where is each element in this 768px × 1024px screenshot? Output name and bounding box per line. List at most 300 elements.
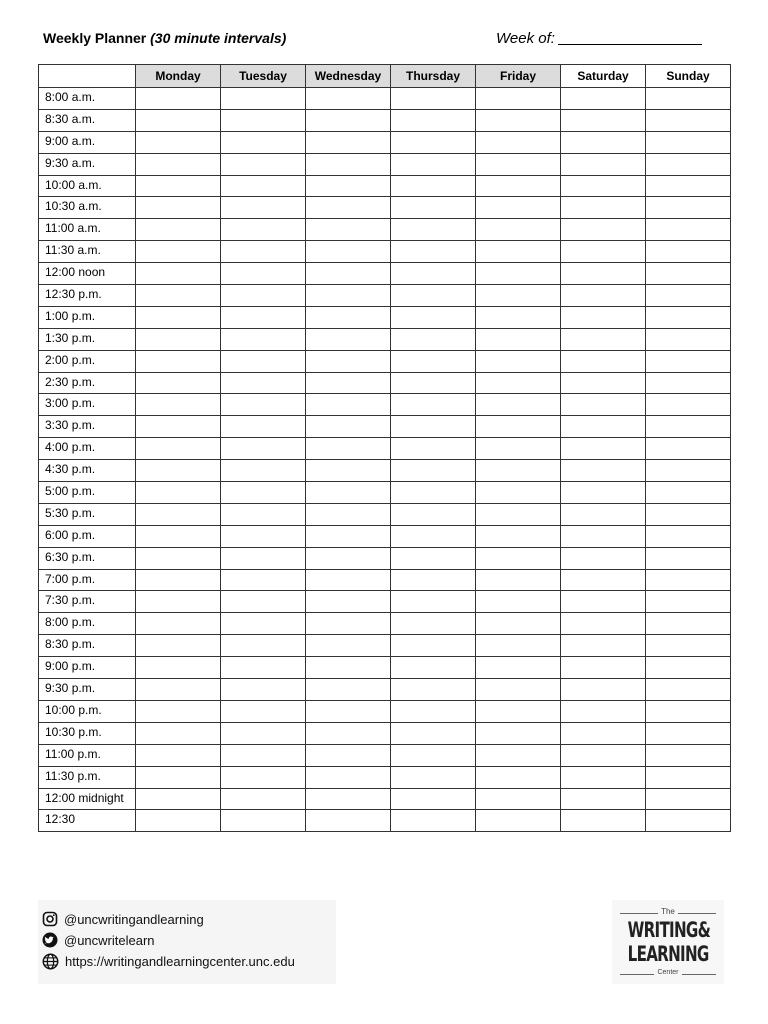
schedule-cell-sunday[interactable]	[646, 722, 731, 744]
schedule-cell-sunday[interactable]	[646, 416, 731, 438]
schedule-cell-monday[interactable]	[136, 306, 221, 328]
schedule-cell-sunday[interactable]	[646, 503, 731, 525]
schedule-cell-thursday[interactable]	[391, 700, 476, 722]
schedule-cell-saturday[interactable]	[561, 810, 646, 832]
schedule-cell-tuesday[interactable]	[221, 635, 306, 657]
schedule-cell-friday[interactable]	[476, 175, 561, 197]
website-url: https://writingandlearningcenter.unc.edu	[65, 954, 295, 969]
schedule-cell-tuesday[interactable]	[221, 482, 306, 504]
schedule-cell-monday[interactable]	[136, 460, 221, 482]
schedule-cell-saturday[interactable]	[561, 219, 646, 241]
time-label: 10:30 p.m.	[39, 722, 136, 744]
schedule-cell-sunday[interactable]	[646, 482, 731, 504]
schedule-cell-friday[interactable]	[476, 394, 561, 416]
schedule-cell-monday[interactable]	[136, 591, 221, 613]
schedule-cell-wednesday[interactable]	[306, 416, 391, 438]
schedule-cell-tuesday[interactable]	[221, 591, 306, 613]
schedule-cell-wednesday[interactable]	[306, 679, 391, 701]
schedule-cell-friday[interactable]	[476, 153, 561, 175]
schedule-cell-wednesday[interactable]	[306, 635, 391, 657]
schedule-cell-wednesday[interactable]	[306, 131, 391, 153]
schedule-cell-saturday[interactable]	[561, 241, 646, 263]
schedule-cell-tuesday[interactable]	[221, 306, 306, 328]
instagram-handle: @uncwritingandlearning	[64, 911, 204, 927]
schedule-cell-friday[interactable]	[476, 328, 561, 350]
schedule-cell-saturday[interactable]	[561, 700, 646, 722]
schedule-cell-thursday[interactable]	[391, 372, 476, 394]
schedule-cell-sunday[interactable]	[646, 744, 731, 766]
schedule-cell-thursday[interactable]	[391, 438, 476, 460]
schedule-cell-wednesday[interactable]	[306, 350, 391, 372]
time-label: 2:30 p.m.	[39, 372, 136, 394]
schedule-cell-sunday[interactable]	[646, 591, 731, 613]
schedule-cell-tuesday[interactable]	[221, 153, 306, 175]
time-label: 10:00 a.m.	[39, 175, 136, 197]
schedule-cell-thursday[interactable]	[391, 460, 476, 482]
schedule-cell-monday[interactable]	[136, 766, 221, 788]
writing-learning-center-logo	[612, 900, 724, 984]
schedule-cell-monday[interactable]	[136, 810, 221, 832]
schedule-cell-friday[interactable]	[476, 503, 561, 525]
logo-learning-text: LEARNING	[627, 942, 709, 966]
schedule-cell-tuesday[interactable]	[221, 438, 306, 460]
schedule-cell-friday[interactable]	[476, 306, 561, 328]
schedule-cell-thursday[interactable]	[391, 328, 476, 350]
schedule-cell-monday[interactable]	[136, 438, 221, 460]
schedule-cell-friday[interactable]	[476, 460, 561, 482]
schedule-cell-friday[interactable]	[476, 482, 561, 504]
planner-table	[38, 64, 731, 832]
schedule-cell-saturday[interactable]	[561, 88, 646, 110]
schedule-cell-wednesday[interactable]	[306, 88, 391, 110]
schedule-cell-saturday[interactable]	[561, 175, 646, 197]
time-label: 8:30 p.m.	[39, 635, 136, 657]
schedule-cell-friday[interactable]	[476, 372, 561, 394]
schedule-cell-monday[interactable]	[136, 197, 221, 219]
schedule-cell-tuesday[interactable]	[221, 175, 306, 197]
schedule-cell-thursday[interactable]	[391, 350, 476, 372]
schedule-cell-thursday[interactable]	[391, 394, 476, 416]
table-row	[39, 153, 731, 175]
schedule-cell-saturday[interactable]	[561, 635, 646, 657]
time-label: 7:00 p.m.	[39, 569, 136, 591]
instagram-icon	[42, 911, 58, 927]
table-row	[39, 635, 731, 657]
schedule-cell-friday[interactable]	[476, 525, 561, 547]
table-row	[39, 700, 731, 722]
schedule-cell-wednesday[interactable]	[306, 788, 391, 810]
schedule-cell-wednesday[interactable]	[306, 657, 391, 679]
schedule-cell-wednesday[interactable]	[306, 263, 391, 285]
schedule-cell-wednesday[interactable]	[306, 438, 391, 460]
schedule-cell-saturday[interactable]	[561, 153, 646, 175]
schedule-cell-tuesday[interactable]	[221, 766, 306, 788]
schedule-cell-sunday[interactable]	[646, 306, 731, 328]
schedule-cell-sunday[interactable]	[646, 394, 731, 416]
schedule-cell-tuesday[interactable]	[221, 503, 306, 525]
schedule-cell-thursday[interactable]	[391, 306, 476, 328]
schedule-cell-thursday[interactable]	[391, 109, 476, 131]
schedule-cell-thursday[interactable]	[391, 503, 476, 525]
schedule-cell-wednesday[interactable]	[306, 306, 391, 328]
schedule-cell-sunday[interactable]	[646, 241, 731, 263]
schedule-cell-sunday[interactable]	[646, 679, 731, 701]
table-row	[39, 197, 731, 219]
time-label: 9:00 a.m.	[39, 131, 136, 153]
schedule-cell-tuesday[interactable]	[221, 372, 306, 394]
table-row	[39, 372, 731, 394]
schedule-cell-tuesday[interactable]	[221, 547, 306, 569]
schedule-cell-wednesday[interactable]	[306, 722, 391, 744]
table-row	[39, 241, 731, 263]
schedule-cell-sunday[interactable]	[646, 350, 731, 372]
time-label: 6:00 p.m.	[39, 525, 136, 547]
schedule-cell-monday[interactable]	[136, 569, 221, 591]
table-row	[39, 810, 731, 832]
schedule-cell-monday[interactable]	[136, 613, 221, 635]
schedule-cell-saturday[interactable]	[561, 328, 646, 350]
schedule-cell-tuesday[interactable]	[221, 744, 306, 766]
schedule-cell-tuesday[interactable]	[221, 88, 306, 110]
time-label: 1:00 p.m.	[39, 306, 136, 328]
schedule-cell-tuesday[interactable]	[221, 657, 306, 679]
schedule-cell-friday[interactable]	[476, 722, 561, 744]
schedule-cell-monday[interactable]	[136, 328, 221, 350]
schedule-cell-sunday[interactable]	[646, 131, 731, 153]
schedule-cell-tuesday[interactable]	[221, 569, 306, 591]
schedule-cell-monday[interactable]	[136, 263, 221, 285]
schedule-cell-monday[interactable]	[136, 788, 221, 810]
schedule-cell-wednesday[interactable]	[306, 591, 391, 613]
schedule-cell-wednesday[interactable]	[306, 525, 391, 547]
time-label: 1:30 p.m.	[39, 328, 136, 350]
schedule-cell-monday[interactable]	[136, 525, 221, 547]
schedule-cell-sunday[interactable]	[646, 372, 731, 394]
page-title-subtitle: (30 minute intervals)	[150, 30, 287, 46]
page-title	[43, 30, 286, 46]
schedule-cell-tuesday[interactable]	[221, 525, 306, 547]
schedule-cell-saturday[interactable]	[561, 569, 646, 591]
schedule-cell-monday[interactable]	[136, 109, 221, 131]
schedule-cell-saturday[interactable]	[561, 350, 646, 372]
schedule-cell-saturday[interactable]	[561, 613, 646, 635]
table-row	[39, 679, 731, 701]
week-of-label: Week of:	[496, 30, 555, 47]
schedule-cell-sunday[interactable]	[646, 810, 731, 832]
schedule-cell-saturday[interactable]	[561, 788, 646, 810]
schedule-cell-thursday[interactable]	[391, 131, 476, 153]
schedule-cell-sunday[interactable]	[646, 197, 731, 219]
schedule-cell-sunday[interactable]	[646, 635, 731, 657]
schedule-cell-friday[interactable]	[476, 788, 561, 810]
schedule-cell-tuesday[interactable]	[221, 328, 306, 350]
time-label: 9:00 p.m.	[39, 657, 136, 679]
schedule-cell-tuesday[interactable]	[221, 285, 306, 307]
schedule-cell-wednesday[interactable]	[306, 328, 391, 350]
schedule-cell-tuesday[interactable]	[221, 416, 306, 438]
time-label: 8:30 a.m.	[39, 109, 136, 131]
table-row	[39, 350, 731, 372]
schedule-cell-thursday[interactable]	[391, 591, 476, 613]
schedule-cell-saturday[interactable]	[561, 372, 646, 394]
logo-writing-text: WRITING&	[627, 918, 711, 942]
time-label: 5:00 p.m.	[39, 482, 136, 504]
schedule-cell-friday[interactable]	[476, 109, 561, 131]
schedule-cell-friday[interactable]	[476, 131, 561, 153]
schedule-cell-tuesday[interactable]	[221, 350, 306, 372]
schedule-cell-saturday[interactable]	[561, 766, 646, 788]
schedule-cell-friday[interactable]	[476, 416, 561, 438]
schedule-cell-wednesday[interactable]	[306, 460, 391, 482]
schedule-cell-thursday[interactable]	[391, 175, 476, 197]
schedule-cell-tuesday[interactable]	[221, 722, 306, 744]
schedule-cell-wednesday[interactable]	[306, 700, 391, 722]
schedule-cell-tuesday[interactable]	[221, 219, 306, 241]
schedule-cell-sunday[interactable]	[646, 153, 731, 175]
schedule-cell-friday[interactable]	[476, 88, 561, 110]
schedule-cell-thursday[interactable]	[391, 810, 476, 832]
table-row	[39, 547, 731, 569]
schedule-cell-monday[interactable]	[136, 153, 221, 175]
schedule-cell-sunday[interactable]	[646, 700, 731, 722]
schedule-cell-monday[interactable]	[136, 219, 221, 241]
schedule-cell-sunday[interactable]	[646, 547, 731, 569]
time-label: 11:00 a.m.	[39, 219, 136, 241]
schedule-cell-thursday[interactable]	[391, 263, 476, 285]
schedule-cell-friday[interactable]	[476, 219, 561, 241]
schedule-cell-thursday[interactable]	[391, 744, 476, 766]
table-row	[39, 766, 731, 788]
schedule-cell-saturday[interactable]	[561, 591, 646, 613]
schedule-cell-friday[interactable]	[476, 679, 561, 701]
schedule-cell-tuesday[interactable]	[221, 197, 306, 219]
schedule-cell-monday[interactable]	[136, 744, 221, 766]
schedule-cell-monday[interactable]	[136, 722, 221, 744]
logo-rule-right	[678, 913, 716, 914]
schedule-cell-friday[interactable]	[476, 657, 561, 679]
schedule-cell-friday[interactable]	[476, 635, 561, 657]
instagram-row[interactable]	[42, 911, 204, 927]
time-label: 6:30 p.m.	[39, 547, 136, 569]
week-of-field	[496, 30, 702, 47]
schedule-cell-tuesday[interactable]	[221, 241, 306, 263]
schedule-cell-sunday[interactable]	[646, 438, 731, 460]
schedule-cell-thursday[interactable]	[391, 416, 476, 438]
schedule-cell-thursday[interactable]	[391, 635, 476, 657]
time-label: 10:00 p.m.	[39, 700, 136, 722]
twitter-icon	[42, 932, 58, 948]
schedule-cell-monday[interactable]	[136, 88, 221, 110]
schedule-cell-friday[interactable]	[476, 285, 561, 307]
schedule-cell-monday[interactable]	[136, 131, 221, 153]
schedule-cell-friday[interactable]	[476, 569, 561, 591]
schedule-cell-sunday[interactable]	[646, 657, 731, 679]
schedule-cell-friday[interactable]	[476, 591, 561, 613]
schedule-cell-thursday[interactable]	[391, 153, 476, 175]
schedule-cell-tuesday[interactable]	[221, 109, 306, 131]
schedule-cell-sunday[interactable]	[646, 525, 731, 547]
schedule-cell-saturday[interactable]	[561, 744, 646, 766]
schedule-cell-thursday[interactable]	[391, 657, 476, 679]
schedule-cell-thursday[interactable]	[391, 197, 476, 219]
schedule-cell-sunday[interactable]	[646, 788, 731, 810]
schedule-cell-thursday[interactable]	[391, 722, 476, 744]
schedule-cell-friday[interactable]	[476, 263, 561, 285]
schedule-cell-saturday[interactable]	[561, 547, 646, 569]
week-of-blank-line[interactable]	[558, 30, 702, 45]
time-label: 8:00 p.m.	[39, 613, 136, 635]
table-row	[39, 328, 731, 350]
day-header-thursday: Thursday	[391, 65, 476, 88]
schedule-cell-saturday[interactable]	[561, 657, 646, 679]
schedule-cell-saturday[interactable]	[561, 131, 646, 153]
schedule-cell-friday[interactable]	[476, 810, 561, 832]
schedule-cell-saturday[interactable]	[561, 722, 646, 744]
schedule-cell-wednesday[interactable]	[306, 153, 391, 175]
schedule-cell-wednesday[interactable]	[306, 482, 391, 504]
schedule-cell-saturday[interactable]	[561, 438, 646, 460]
schedule-cell-thursday[interactable]	[391, 679, 476, 701]
schedule-cell-saturday[interactable]	[561, 394, 646, 416]
schedule-cell-wednesday[interactable]	[306, 613, 391, 635]
schedule-cell-tuesday[interactable]	[221, 394, 306, 416]
schedule-cell-tuesday[interactable]	[221, 810, 306, 832]
time-label: 3:00 p.m.	[39, 394, 136, 416]
table-row	[39, 591, 731, 613]
schedule-cell-thursday[interactable]	[391, 88, 476, 110]
schedule-cell-wednesday[interactable]	[306, 810, 391, 832]
table-row	[39, 131, 731, 153]
schedule-cell-monday[interactable]	[136, 482, 221, 504]
schedule-cell-thursday[interactable]	[391, 482, 476, 504]
schedule-cell-sunday[interactable]	[646, 285, 731, 307]
schedule-cell-sunday[interactable]	[646, 175, 731, 197]
schedule-cell-tuesday[interactable]	[221, 460, 306, 482]
schedule-cell-friday[interactable]	[476, 197, 561, 219]
schedule-cell-wednesday[interactable]	[306, 219, 391, 241]
schedule-cell-monday[interactable]	[136, 503, 221, 525]
table-row	[39, 503, 731, 525]
schedule-cell-tuesday[interactable]	[221, 263, 306, 285]
table-row	[39, 109, 731, 131]
schedule-cell-wednesday[interactable]	[306, 372, 391, 394]
time-label: 2:00 p.m.	[39, 350, 136, 372]
schedule-cell-friday[interactable]	[476, 438, 561, 460]
schedule-cell-thursday[interactable]	[391, 525, 476, 547]
schedule-cell-sunday[interactable]	[646, 569, 731, 591]
schedule-cell-wednesday[interactable]	[306, 394, 391, 416]
schedule-cell-wednesday[interactable]	[306, 766, 391, 788]
schedule-cell-monday[interactable]	[136, 241, 221, 263]
schedule-cell-tuesday[interactable]	[221, 613, 306, 635]
schedule-cell-sunday[interactable]	[646, 460, 731, 482]
schedule-cell-friday[interactable]	[476, 613, 561, 635]
table-row	[39, 613, 731, 635]
table-row	[39, 788, 731, 810]
schedule-cell-thursday[interactable]	[391, 219, 476, 241]
schedule-cell-thursday[interactable]	[391, 285, 476, 307]
schedule-cell-friday[interactable]	[476, 700, 561, 722]
schedule-cell-friday[interactable]	[476, 350, 561, 372]
schedule-cell-thursday[interactable]	[391, 547, 476, 569]
schedule-cell-saturday[interactable]	[561, 503, 646, 525]
schedule-cell-wednesday[interactable]	[306, 285, 391, 307]
schedule-cell-wednesday[interactable]	[306, 197, 391, 219]
time-label: 10:30 a.m.	[39, 197, 136, 219]
schedule-cell-friday[interactable]	[476, 744, 561, 766]
day-header-sunday: Sunday	[646, 65, 731, 88]
schedule-cell-tuesday[interactable]	[221, 131, 306, 153]
schedule-cell-saturday[interactable]	[561, 109, 646, 131]
schedule-cell-monday[interactable]	[136, 657, 221, 679]
schedule-cell-tuesday[interactable]	[221, 679, 306, 701]
schedule-cell-sunday[interactable]	[646, 766, 731, 788]
schedule-cell-thursday[interactable]	[391, 241, 476, 263]
time-label: 4:30 p.m.	[39, 460, 136, 482]
schedule-cell-saturday[interactable]	[561, 482, 646, 504]
schedule-cell-sunday[interactable]	[646, 219, 731, 241]
schedule-cell-saturday[interactable]	[561, 306, 646, 328]
table-row	[39, 285, 731, 307]
twitter-handle: @uncwritelearn	[64, 932, 155, 948]
schedule-cell-tuesday[interactable]	[221, 788, 306, 810]
schedule-cell-saturday[interactable]	[561, 197, 646, 219]
schedule-cell-saturday[interactable]	[561, 416, 646, 438]
schedule-cell-wednesday[interactable]	[306, 744, 391, 766]
schedule-cell-thursday[interactable]	[391, 788, 476, 810]
schedule-cell-sunday[interactable]	[646, 109, 731, 131]
schedule-cell-sunday[interactable]	[646, 328, 731, 350]
day-header-friday: Friday	[476, 65, 561, 88]
schedule-cell-wednesday[interactable]	[306, 547, 391, 569]
schedule-cell-monday[interactable]	[136, 394, 221, 416]
schedule-cell-wednesday[interactable]	[306, 569, 391, 591]
schedule-cell-saturday[interactable]	[561, 263, 646, 285]
schedule-cell-monday[interactable]	[136, 285, 221, 307]
globe-icon	[42, 953, 59, 970]
schedule-cell-wednesday[interactable]	[306, 175, 391, 197]
schedule-cell-tuesday[interactable]	[221, 700, 306, 722]
schedule-cell-monday[interactable]	[136, 700, 221, 722]
schedule-cell-saturday[interactable]	[561, 460, 646, 482]
schedule-cell-wednesday[interactable]	[306, 503, 391, 525]
schedule-cell-monday[interactable]	[136, 635, 221, 657]
schedule-cell-thursday[interactable]	[391, 766, 476, 788]
schedule-cell-friday[interactable]	[476, 547, 561, 569]
schedule-cell-saturday[interactable]	[561, 285, 646, 307]
schedule-cell-thursday[interactable]	[391, 569, 476, 591]
twitter-row[interactable]	[42, 932, 155, 948]
schedule-cell-monday[interactable]	[136, 547, 221, 569]
schedule-cell-wednesday[interactable]	[306, 109, 391, 131]
schedule-cell-saturday[interactable]	[561, 525, 646, 547]
schedule-cell-wednesday[interactable]	[306, 241, 391, 263]
table-row	[39, 263, 731, 285]
schedule-cell-monday[interactable]	[136, 372, 221, 394]
website-row[interactable]	[42, 953, 295, 970]
schedule-cell-monday[interactable]	[136, 350, 221, 372]
schedule-cell-monday[interactable]	[136, 679, 221, 701]
schedule-cell-saturday[interactable]	[561, 679, 646, 701]
schedule-cell-sunday[interactable]	[646, 263, 731, 285]
schedule-cell-monday[interactable]	[136, 416, 221, 438]
schedule-cell-thursday[interactable]	[391, 613, 476, 635]
schedule-cell-friday[interactable]	[476, 766, 561, 788]
schedule-cell-friday[interactable]	[476, 241, 561, 263]
schedule-cell-sunday[interactable]	[646, 613, 731, 635]
schedule-cell-monday[interactable]	[136, 175, 221, 197]
schedule-cell-sunday[interactable]	[646, 88, 731, 110]
